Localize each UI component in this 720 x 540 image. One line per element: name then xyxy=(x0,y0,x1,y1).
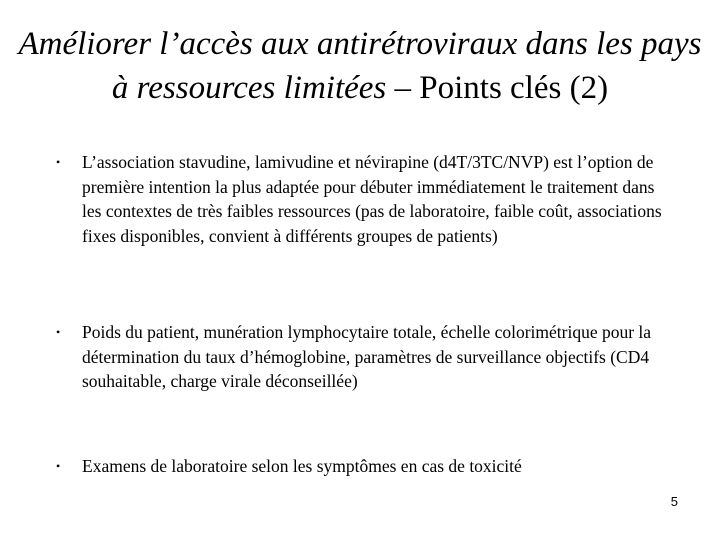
slide-title-italic: Améliorer l’accès aux antirétroviraux dans les pays à ressources limitées xyxy=(18,26,702,106)
bullet-text: Poids du patient, munération lymphocytaire totale, échelle colorimétrique pour la détermination du taux d’hémoglobine, paramètres de surveillance objectifs (CD4 souhaitable, charge virale déconseillée) xyxy=(82,322,652,391)
bullet-marker: • xyxy=(56,155,61,169)
slide-title xyxy=(10,22,710,110)
slide-title-regular: – Points clés (2) xyxy=(386,70,609,106)
bullet-marker: • xyxy=(56,325,61,339)
bullet-text: Examens de laboratoire selon les symptômes en cas de toxicité xyxy=(82,456,522,476)
bullet-marker: • xyxy=(56,459,61,473)
page-number: 5 xyxy=(670,494,678,509)
bullet-text: L’association stavudine, lamivudine et névirapine (d4T/3TC/NVP) est l’option de première intention la plus adaptée pour débuter immédiatement le traitement dans les contextes de très faibles ressources (pas de laboratoire, faible coût, associations fixes disponibles, convient à différents groupes de patients) xyxy=(82,152,662,246)
